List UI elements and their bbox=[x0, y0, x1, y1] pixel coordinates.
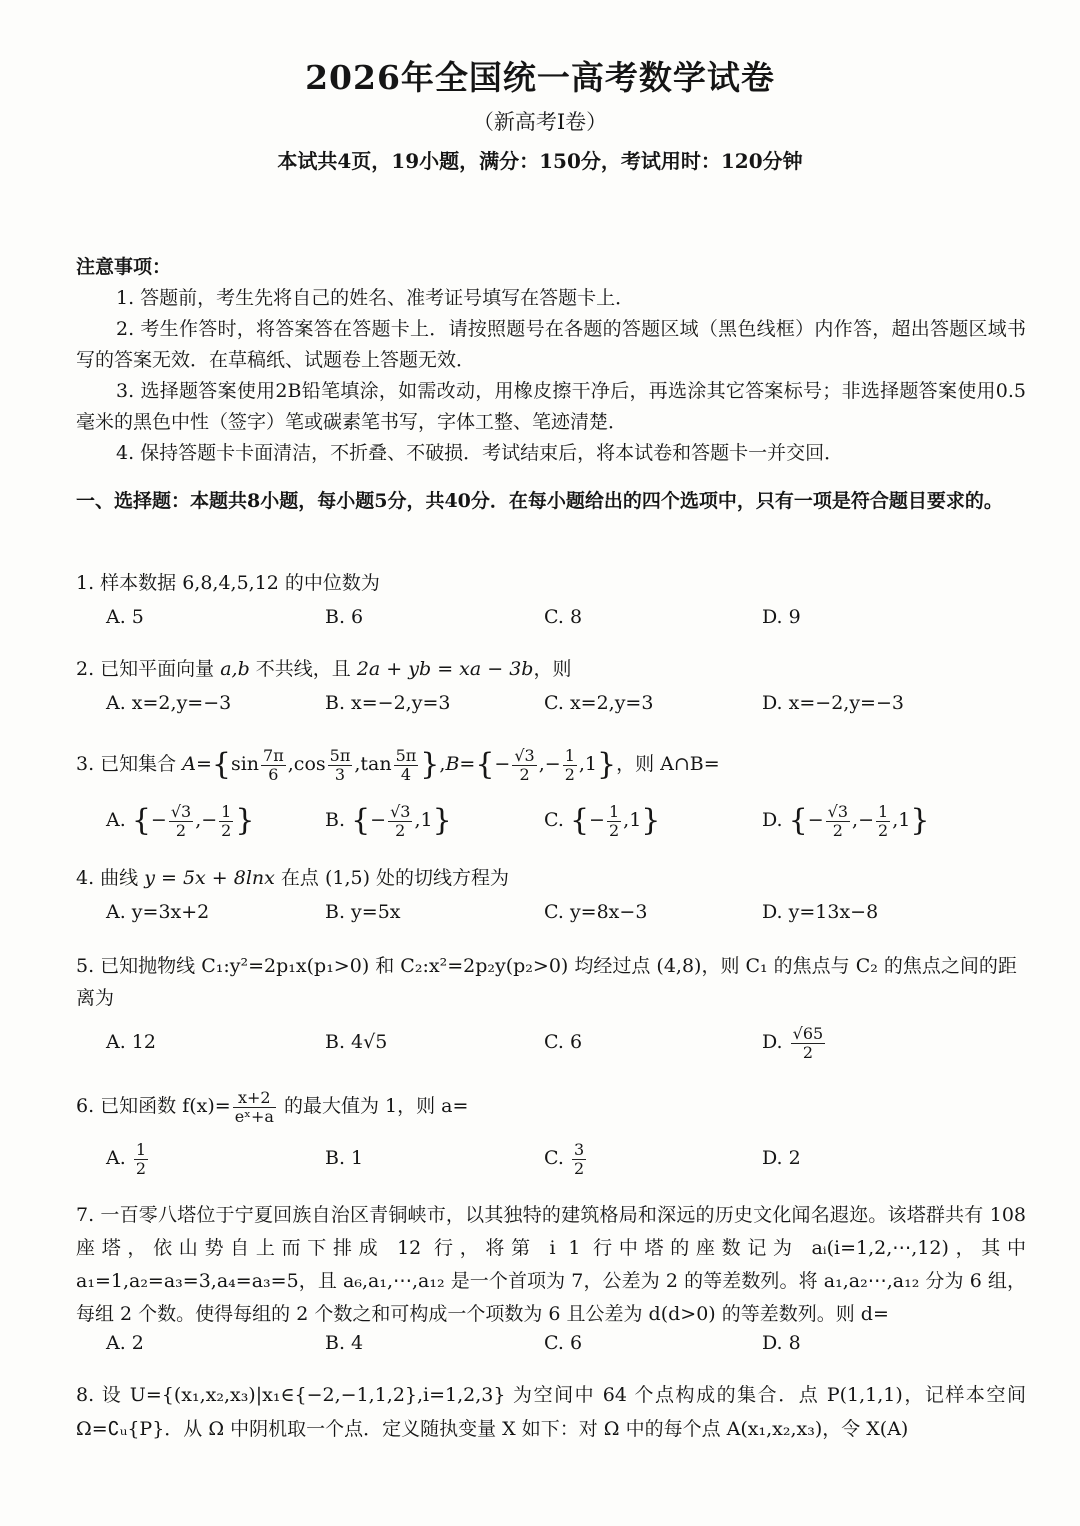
question-2-options bbox=[106, 692, 1026, 724]
question-4-options bbox=[106, 901, 1026, 933]
q3-cos: cos bbox=[293, 753, 326, 775]
option-b: B. 6 bbox=[325, 606, 364, 628]
notice-item-3: 3. 选择题答案使用2B铅笔填涂，如需改动，用橡皮擦干净后，再选涂其它答案标号；非选择题答案使用0.5毫米的黑色中性（签字）笔或碳素笔书写，字体工整、笔迹清楚． bbox=[76, 380, 1026, 433]
option-c: C. {− $\frac{1}{2}$ ,1} bbox=[544, 801, 661, 840]
exam-subtitle: （新高考Ⅰ卷） bbox=[472, 110, 608, 134]
q3-setA-lead: A= bbox=[182, 753, 212, 775]
q3-pre: 3. 已知集合 bbox=[76, 753, 183, 775]
option-b: B. y=5x bbox=[325, 901, 401, 923]
option-b: B. x=−2,y=3 bbox=[325, 692, 451, 714]
option-b: B. 4√5 bbox=[325, 1031, 388, 1053]
option-c: C. x=2,y=3 bbox=[544, 692, 654, 714]
question-5-stem: 5. 已知抛物线 C₁:y²=2p₁x(p₁>0) 和 C₂:x²=2p₂y(p₂>0) 均经过点 (4,8)，则 C₁ 的焦点与 C₂ 的焦点之间的距离为 bbox=[76, 955, 1017, 1009]
option-a: A. 5 bbox=[106, 606, 144, 628]
question-1-options bbox=[106, 606, 1026, 638]
notice-heading: 注意事项： bbox=[76, 256, 172, 278]
notice-item-1: 1. 答题前，考生先将自己的姓名、准考证号填写在答题卡上． bbox=[116, 287, 635, 309]
option-d: D. $\frac{√65}{2}$ bbox=[762, 1023, 824, 1062]
question-7-options bbox=[106, 1332, 1026, 1364]
option-c: C. 6 bbox=[544, 1332, 583, 1354]
question-7-stem: 7. 一百零八塔位于宁夏回族自治区青铜峡市，以其独特的建筑格局和深远的历史文化闻名遐迩。该塔群共有 108 座塔，依山势自上而下排成 12 行，将第 i 1 行中塔的座数记为 aᵢ(i=1,2,⋯,12)，其中 a₁=1,a₂=a₃=3,a₄=a₃=5，且 a₆,a₁,⋯,a₁₂ 是一个首项为 7，公差为 2 的等差数列。将 a₁,a₂⋯,a₁₂ 分为 6 组，每组 2 个数。使得每组的 2 个数之和可构成一个项数为 6 且公差为 d(d>0) 的等差数列。则 d= bbox=[76, 1204, 1026, 1325]
option-a: A. y=3x+2 bbox=[106, 901, 210, 923]
q3-setB-lead: B= bbox=[445, 753, 476, 775]
q2-equation: 2a + yb = xa − 3b bbox=[356, 658, 534, 680]
option-d: D. {− $\frac{√3}{2}$ ,− $\frac{1}{2}$ ,1} bbox=[762, 801, 930, 840]
question-3-options bbox=[106, 798, 1026, 842]
notice-item-4: 4. 保持答题卡卡面清洁，不折叠、不破损．考试结束后，将本试卷和答题卡一并交回． bbox=[116, 442, 844, 464]
q2-mid: 不共线，且 bbox=[249, 658, 357, 680]
option-c: C. 8 bbox=[544, 606, 583, 628]
q4-equation: y = 5x + 8lnx bbox=[144, 867, 275, 889]
question-2-stem bbox=[76, 654, 1026, 684]
q2-post: ，则 bbox=[533, 658, 572, 680]
option-c: C. y=8x−3 bbox=[544, 901, 648, 923]
option-a: A. {− $\frac{√3}{2}$ ,− $\frac{1}{2}$ } bbox=[106, 801, 255, 840]
option-d: D. y=13x−8 bbox=[762, 901, 879, 923]
question-8-stem: 8. 设 U={(x₁,x₂,x₃)|x₁∈{−2,−1,1,2},i=1,2,3} 为空间中 64 个点构成的集合．点 P(1,1,1)，记样本空间 Ω=∁ᵤ{P}．从 Ω 中阴机取一个点．定义随执变量 X 如下：对 Ω 中的每个点 A(x₁,x₂,x₃)，令 X(A) bbox=[76, 1384, 1026, 1440]
q3-frac-sqrt3-2: $\frac{√3}{2}$ bbox=[514, 745, 535, 784]
q3-post: ，则 A∩B= bbox=[616, 753, 720, 775]
question-5-options bbox=[106, 1022, 1026, 1066]
option-c: C. 6 bbox=[544, 1031, 583, 1053]
q3-frac-1-2: $\frac{1}{2}$ bbox=[564, 745, 575, 784]
notice-item-2: 2. 考生作答时，将答案答在答题卡上．请按照题号在各题的答题区域（黑色线框）内作答，超出答题区域书写的答案无效．在草稿纸、试题卷上答题无效． bbox=[76, 318, 1026, 371]
question-6-options bbox=[106, 1138, 1026, 1182]
option-d: D. x=−2,y=−3 bbox=[762, 692, 904, 714]
option-a: A. x=2,y=−3 bbox=[106, 692, 232, 714]
option-d: D. 8 bbox=[762, 1332, 801, 1354]
option-b: B. 1 bbox=[325, 1147, 364, 1169]
q3-frac-5pi3: $\frac{5\pi}{3}$ bbox=[329, 745, 351, 784]
q2-pre: 2. 已知平面向量 bbox=[76, 658, 221, 680]
q3-sin: sin bbox=[230, 753, 260, 775]
question-6-stem: 6. 已知函数 f(x)= $\frac{x+2}{\text{eˣ+a}}$ 的最大值为 1，则 a= bbox=[76, 1087, 469, 1126]
option-a: A. 12 bbox=[106, 1031, 156, 1053]
exam-title: 2026年全国统一高考数学试卷 bbox=[305, 58, 775, 97]
option-c: C. $\frac{3}{2}$ bbox=[544, 1139, 585, 1178]
option-d: D. 2 bbox=[762, 1147, 801, 1169]
option-a: A. 2 bbox=[106, 1332, 144, 1354]
option-b: B. {− $\frac{√3}{2}$ ,1} bbox=[325, 801, 452, 840]
option-d: D. 9 bbox=[762, 606, 801, 628]
exam-info: 本试共4页，19小题，满分：150分，考试用时：120分钟 bbox=[277, 149, 803, 173]
q3-frac-5pi4: $\frac{5\pi}{4}$ bbox=[395, 745, 417, 784]
option-a: A. $\frac{1}{2}$ bbox=[106, 1139, 146, 1178]
question-3-stem: 3. 已知集合 A={sin $\frac{7\pi}{6}$ ,cos $\frac{5\pi}{3}$ ,tan $\frac{5\pi}{4}$ },B={− $\frac{√3}{2}$ ,− $\frac{1}{2}$ ,1}，则 A∩B= bbox=[76, 745, 720, 784]
q6-fraction: $\frac{x+2}{\text{eˣ+a}}$ bbox=[234, 1087, 274, 1126]
q3-frac-7pi6: $\frac{7\pi}{6}$ bbox=[263, 745, 284, 784]
q2-vectors: a,b bbox=[220, 658, 250, 680]
question-1-stem: 1. 样本数据 6,8,4,5,12 的中位数为 bbox=[76, 572, 380, 594]
question-4-stem: 4. 曲线 y = 5x + 8lnx 在点 (1,5) 处的切线方程为 bbox=[76, 867, 510, 889]
section-heading: 一、选择题：本题共8小题，每小题5分，共40分．在每小题给出的四个选项中，只有一项是符合题目要求的。 bbox=[76, 490, 1003, 512]
option-b: B. 4 bbox=[325, 1332, 364, 1354]
q3-tan: tan bbox=[360, 753, 392, 775]
